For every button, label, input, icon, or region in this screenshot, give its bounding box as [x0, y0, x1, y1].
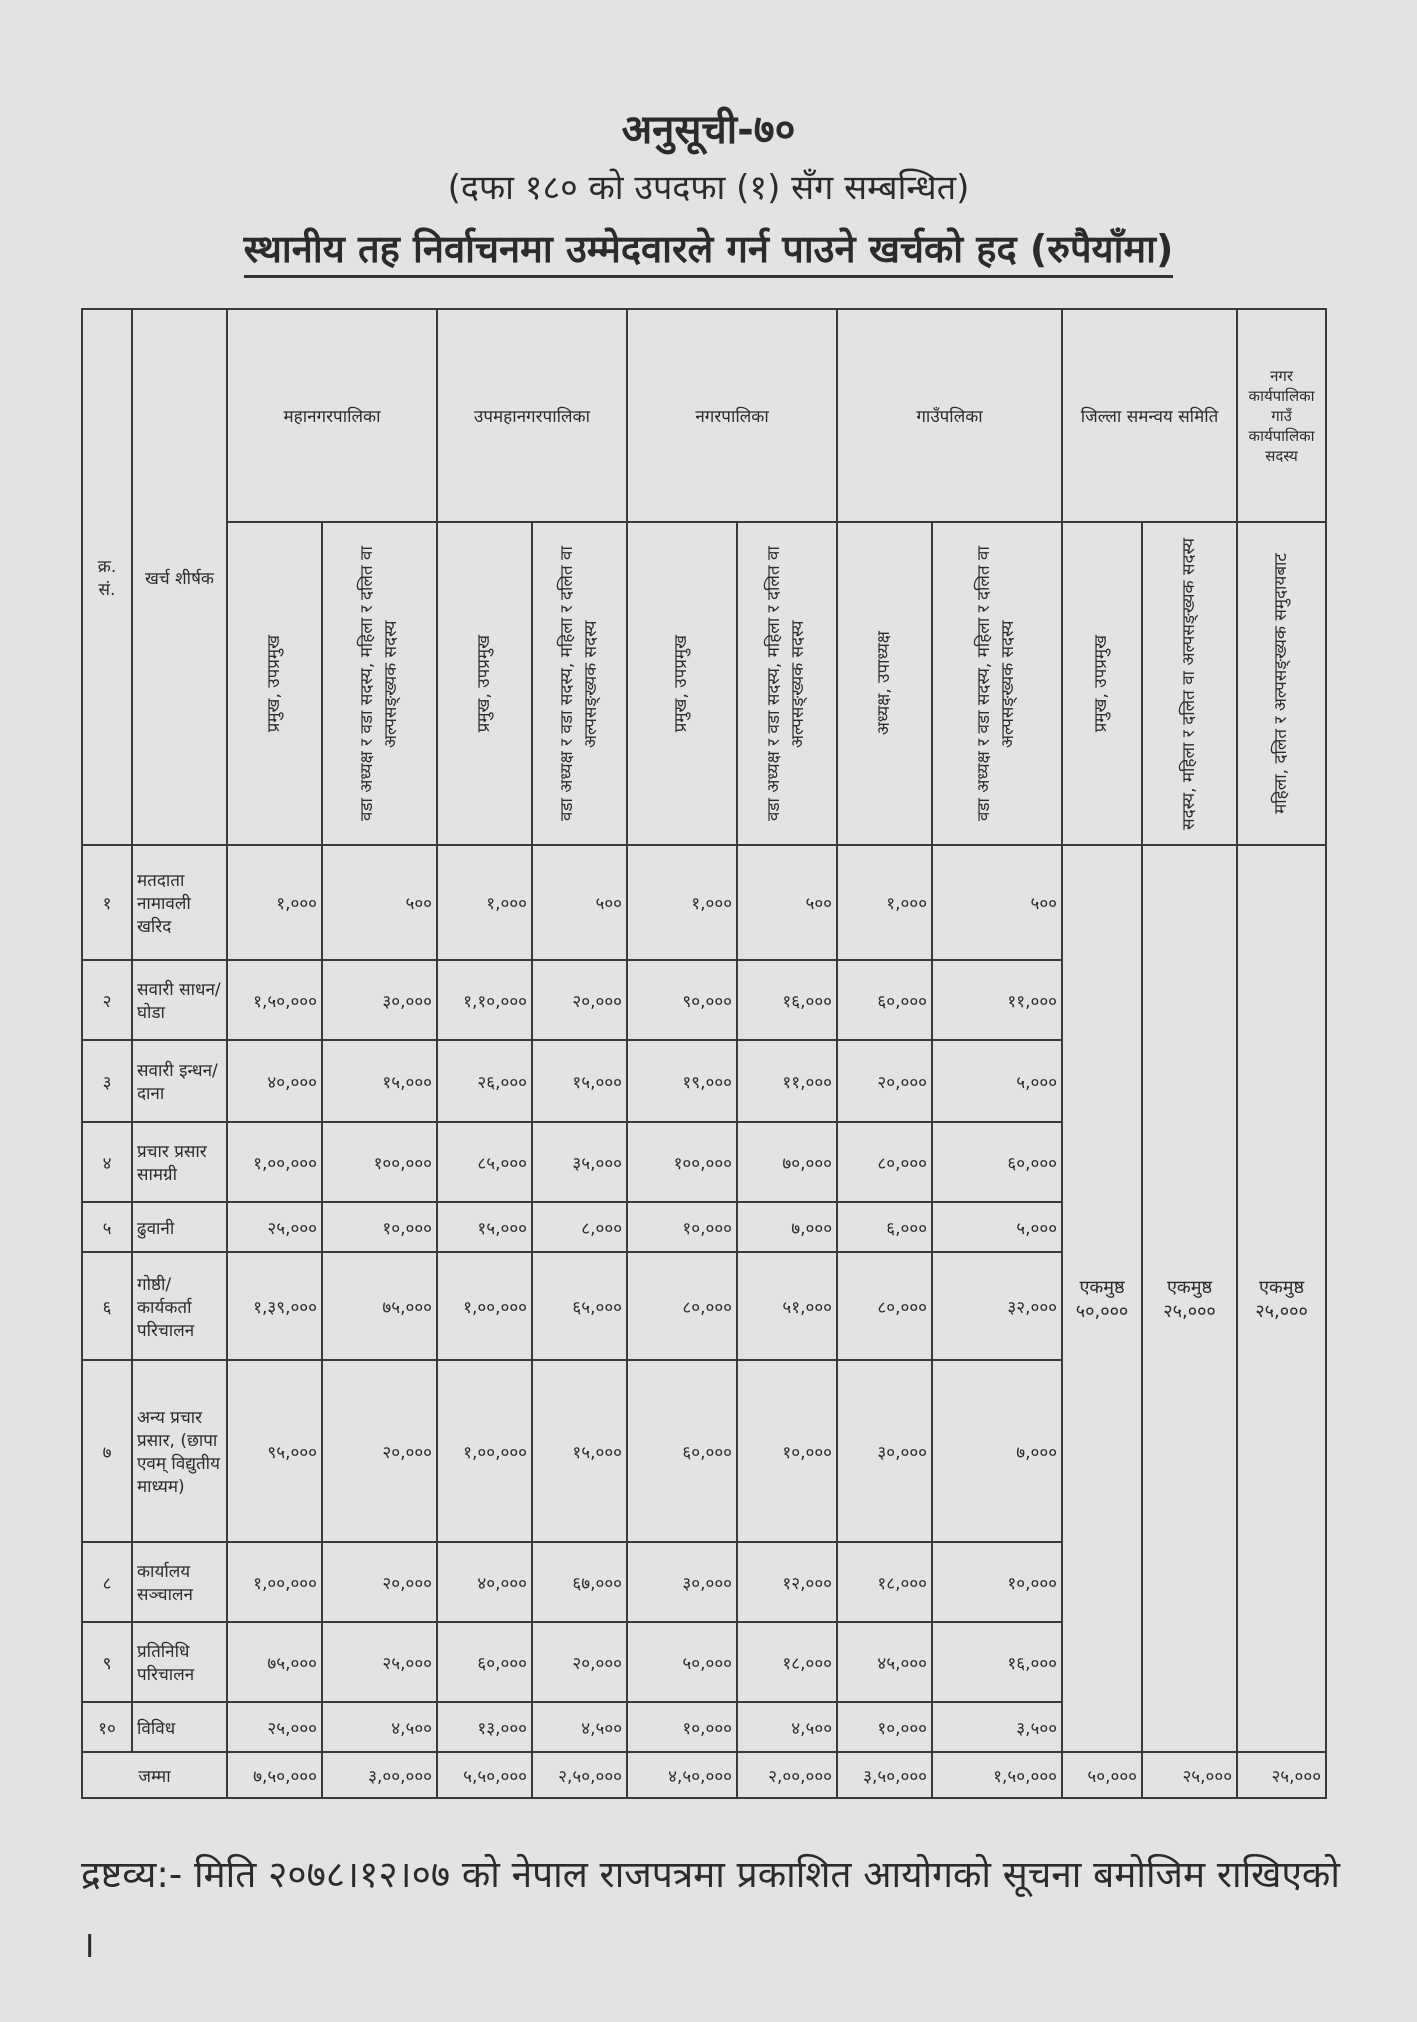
serial-cell: ३ [82, 1040, 132, 1122]
table-row [82, 845, 1326, 960]
amount-cell: १६,००० [932, 1622, 1062, 1702]
amount-cell: १०,००० [737, 1360, 837, 1542]
amount-cell: ७,००० [932, 1360, 1062, 1542]
subheader-label: वडा अध्यक्ष र वडा सदस्य, महिला र दलित वा अल्पसङ्ख्यक सदस्य [356, 546, 401, 821]
amount-cell: ५०० [737, 845, 837, 960]
total-cell: ५,५०,००० [437, 1752, 532, 1798]
amount-cell: ८०,००० [627, 1252, 737, 1360]
amount-cell: ६७,००० [532, 1542, 627, 1622]
amount-cell: ७,००० [737, 1202, 837, 1252]
amount-cell: ५१,००० [737, 1252, 837, 1360]
subheader-cell [1062, 522, 1142, 845]
amount-cell: १६,००० [737, 960, 837, 1040]
subheader-cell [737, 522, 837, 845]
group-header: उपमहानगरपालिका [437, 309, 627, 522]
amount-cell: १,००,००० [437, 1360, 532, 1542]
amount-cell: ४०,००० [227, 1040, 322, 1122]
expense-heading-cell: कार्यालय सञ्चालन [132, 1542, 227, 1622]
subheader-row [82, 522, 1326, 845]
subheader-label: सदस्य, महिला र दलित वा अल्पसङ्ख्यक सदस्य [1178, 537, 1199, 830]
expense-heading-cell: सवारी इन्धन/दाना [132, 1040, 227, 1122]
table-title-wrap [0, 222, 1417, 274]
subheader-cell [532, 522, 627, 845]
amount-cell: ३०,००० [322, 960, 437, 1040]
subheader-cell [322, 522, 437, 845]
total-cell: २५,००० [1142, 1752, 1237, 1798]
total-row [82, 1752, 1326, 1798]
amount-cell: ८०,००० [837, 1122, 932, 1202]
subheader-cell [227, 522, 322, 845]
total-cell: ७,५०,००० [227, 1752, 322, 1798]
amount-cell: ५०० [322, 845, 437, 960]
amount-cell: ९०,००० [627, 960, 737, 1040]
amount-cell: १००,००० [627, 1122, 737, 1202]
subheader-cell [1237, 522, 1326, 845]
amount-cell: १,००,००० [227, 1122, 322, 1202]
serial-cell: ९ [82, 1622, 132, 1702]
amount-cell: ४,५०० [322, 1702, 437, 1752]
expense-limit-table [81, 308, 1327, 1799]
amount-cell: १५,००० [437, 1202, 532, 1252]
amount-cell: १९,००० [627, 1040, 737, 1122]
amount-cell: १०,००० [322, 1202, 437, 1252]
amount-cell: ३५,००० [532, 1122, 627, 1202]
amount-cell: १०,००० [932, 1542, 1062, 1622]
subheader-label: अध्यक्ष, उपाध्यक्ष [873, 631, 894, 736]
subheader-label: वडा अध्यक्ष र वडा सदस्य, महिला र दलित वा अल्पसङ्ख्यक सदस्य [764, 546, 809, 821]
footnote: द्रष्टव्य:- मिति २०७८।१२।०७ को नेपाल राजपत्रमा प्रकाशित आयोगको सूचना बमोजिम राखिएको । [81, 1853, 1340, 1967]
amount-cell: ६०,००० [437, 1622, 532, 1702]
amount-cell: ९५,००० [227, 1360, 322, 1542]
amount-cell: १५,००० [532, 1040, 627, 1122]
amount-cell: १५,००० [532, 1360, 627, 1542]
expense-heading-cell: अन्य प्रचार प्रसार, (छापा एवम् विद्युतीय माध्यम) [132, 1360, 227, 1542]
amount-cell: ८,००० [532, 1202, 627, 1252]
amount-cell: ११,००० [737, 1040, 837, 1122]
amount-cell: ५,००० [932, 1040, 1062, 1122]
serial-cell: ५ [82, 1202, 132, 1252]
amount-cell: ३,५०० [932, 1702, 1062, 1752]
amount-cell: ८०,००० [837, 1252, 932, 1360]
subheader-label: महिला, दलित र अल्पसङ्ख्यक समुदायबाट [1270, 553, 1291, 814]
amount-cell: ४,५०० [737, 1702, 837, 1752]
total-cell: २,००,००० [737, 1752, 837, 1798]
amount-cell: १,५०,००० [227, 960, 322, 1040]
amount-cell: ३०,००० [627, 1542, 737, 1622]
amount-cell: ५०० [532, 845, 627, 960]
group-header: गाउँपलिका [837, 309, 1062, 522]
amount-cell: ४,५०० [532, 1702, 627, 1752]
amount-cell: ६०,००० [627, 1360, 737, 1542]
amount-cell: ६५,००० [532, 1252, 627, 1360]
amount-cell: १,००० [437, 845, 532, 960]
amount-cell: १,००० [227, 845, 322, 960]
amount-cell: १८,००० [737, 1622, 837, 1702]
subheader-cell [627, 522, 737, 845]
amount-cell: १०,००० [627, 1202, 737, 1252]
amount-cell: १,००,००० [227, 1542, 322, 1622]
subheader-cell [932, 522, 1062, 845]
amount-cell: ६०,००० [932, 1122, 1062, 1202]
lump-sum-cell: एकमुष्ठ २५,००० [1142, 845, 1237, 1752]
amount-cell: ७५,००० [227, 1622, 322, 1702]
amount-cell: २६,००० [437, 1040, 532, 1122]
subheader-label: प्रमुख, उपप्रमुख [671, 634, 692, 733]
amount-cell: २०,००० [322, 1542, 437, 1622]
total-cell: १,५०,००० [932, 1752, 1062, 1798]
section-reference: (दफा १८० को उपदफा (१) सँग सम्बन्धित) [447, 168, 970, 208]
serial-cell: ६ [82, 1252, 132, 1360]
col-serial-header: क्र. सं. [82, 309, 132, 845]
amount-cell: ११,००० [932, 960, 1062, 1040]
expense-heading-cell: विविध [132, 1702, 227, 1752]
amount-cell: १५,००० [322, 1040, 437, 1122]
total-cell: ३,५०,००० [837, 1752, 932, 1798]
subheader-label: प्रमुख, उपप्रमुख [263, 634, 284, 733]
table-title: स्थानीय तह निर्वाचनमा उम्मेदवारले गर्न पाउने खर्चको हद (रुपैयाँमा) [244, 227, 1174, 278]
serial-cell: १ [82, 845, 132, 960]
amount-cell: २०,००० [532, 960, 627, 1040]
amount-cell: १,३९,००० [227, 1252, 322, 1360]
amount-cell: १८,००० [837, 1542, 932, 1622]
amount-cell: १०,००० [627, 1702, 737, 1752]
serial-cell: ४ [82, 1122, 132, 1202]
amount-cell: २५,००० [227, 1202, 322, 1252]
expense-heading-cell: गोष्ठी/ कार्यकर्ता परिचालन [132, 1252, 227, 1360]
total-cell: २५,००० [1237, 1752, 1326, 1798]
amount-cell: २५,००० [227, 1702, 322, 1752]
serial-cell: १० [82, 1702, 132, 1752]
expense-heading-cell: प्रतिनिधि परिचालन [132, 1622, 227, 1702]
subheader-label: वडा अध्यक्ष र वडा सदस्य, महिला र दलित वा अल्पसङ्ख्यक सदस्य [974, 546, 1019, 821]
amount-cell: २०,००० [837, 1040, 932, 1122]
lump-sum-cell: एकमुष्ठ ५०,००० [1062, 845, 1142, 1752]
amount-cell: १३,००० [437, 1702, 532, 1752]
amount-cell: ५,००० [932, 1202, 1062, 1252]
amount-cell: ३०,००० [837, 1360, 932, 1542]
total-cell: २,५०,००० [532, 1752, 627, 1798]
expense-heading-cell: प्रचार प्रसार सामग्री [132, 1122, 227, 1202]
amount-cell: ४५,००० [837, 1622, 932, 1702]
amount-cell: ४०,००० [437, 1542, 532, 1622]
group-header: नगरपालिका [627, 309, 837, 522]
total-label: जम्मा [82, 1752, 227, 1798]
amount-cell: १,००,००० [437, 1252, 532, 1360]
total-cell: ३,००,००० [322, 1752, 437, 1798]
subheader-cell [837, 522, 932, 845]
amount-cell: १,००० [837, 845, 932, 960]
amount-cell: ६,००० [837, 1202, 932, 1252]
subheader-cell [437, 522, 532, 845]
expense-heading-cell: ढुवानी [132, 1202, 227, 1252]
amount-cell: २०,००० [322, 1360, 437, 1542]
expense-heading-cell: मतदाता नामावली खरिद [132, 845, 227, 960]
group-header: जिल्ला समन्वय समिति [1062, 309, 1237, 522]
table-body [82, 845, 1326, 1798]
amount-cell: ७०,००० [737, 1122, 837, 1202]
group-header: महानगरपालिका [227, 309, 437, 522]
subheader-label: प्रमुख, उपप्रमुख [1091, 634, 1112, 733]
subheader-label: प्रमुख, उपप्रमुख [473, 634, 494, 733]
serial-cell: ७ [82, 1360, 132, 1542]
subheader-cell [1142, 522, 1237, 845]
total-cell: ४,५०,००० [627, 1752, 737, 1798]
group-header: नगर कार्यपालिका गाउँ कार्यपालिका सदस्य [1237, 309, 1326, 522]
schedule-number: अनुसूची-७० [621, 107, 796, 153]
amount-cell: ६०,००० [837, 960, 932, 1040]
serial-cell: २ [82, 960, 132, 1040]
amount-cell: १२,००० [737, 1542, 837, 1622]
amount-cell: २५,००० [322, 1622, 437, 1702]
amount-cell: ५०० [932, 845, 1062, 960]
subheader-label: वडा अध्यक्ष र वडा सदस्य, महिला र दलित वा अल्पसङ्ख्यक सदस्य [556, 546, 601, 821]
expense-heading-cell: सवारी साधन/घोडा [132, 960, 227, 1040]
amount-cell: १००,००० [322, 1122, 437, 1202]
amount-cell: ७५,००० [322, 1252, 437, 1360]
total-cell: ५०,००० [1062, 1752, 1142, 1798]
serial-cell: ८ [82, 1542, 132, 1622]
amount-cell: १,००० [627, 845, 737, 960]
amount-cell: १०,००० [837, 1702, 932, 1752]
col-expense-heading-header: खर्च शीर्षक [132, 309, 227, 845]
amount-cell: ८५,००० [437, 1122, 532, 1202]
amount-cell: ३२,००० [932, 1252, 1062, 1360]
amount-cell: २०,००० [532, 1622, 627, 1702]
amount-cell: १,१०,००० [437, 960, 532, 1040]
lump-sum-cell: एकमुष्ठ २५,००० [1237, 845, 1326, 1752]
amount-cell: ५०,००० [627, 1622, 737, 1702]
